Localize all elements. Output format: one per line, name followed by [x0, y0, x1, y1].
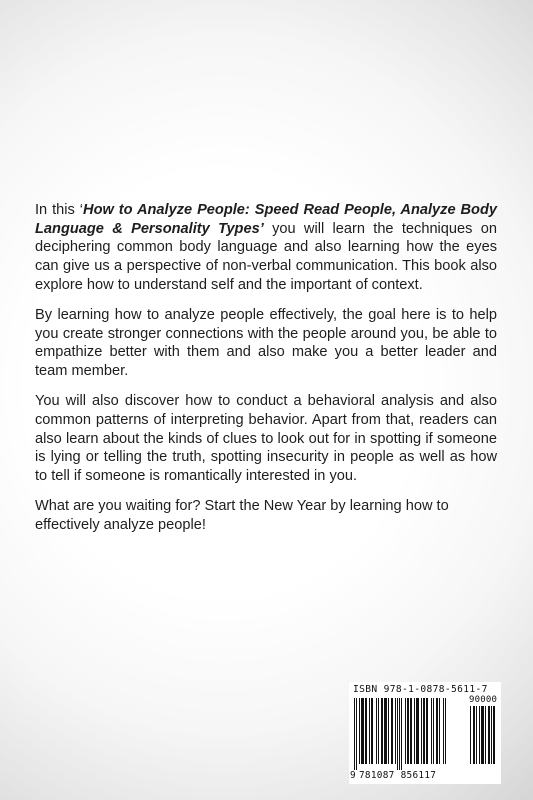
barcode-bar	[405, 698, 406, 764]
addon-barcode-bars	[470, 706, 498, 770]
barcode-bar	[416, 698, 419, 764]
blurb-paragraph-3: You will also discover how to conduct a behavioral analysis and also common patterns of interpreting behavior. Apart from that, readers can also learn about the kinds of clues to look out for in spotting if someone is lying or telling the truth, spotting insecurity in people as well as how to tell if someone is romantically interested in you.	[35, 393, 497, 485]
barcode-bar	[381, 698, 383, 764]
ean-barcode-bars	[354, 698, 466, 770]
barcode-bar	[423, 698, 425, 764]
ean-first-digit: 9	[350, 770, 356, 781]
cover-blurb	[35, 201, 497, 546]
barcode-bar	[476, 706, 477, 764]
barcode-bar	[388, 698, 389, 764]
barcode-bar	[365, 698, 367, 764]
isbn-label: ISBN 978-1-0878-5611-7	[353, 684, 488, 695]
barcode-bar	[399, 698, 400, 770]
barcode-bar	[443, 698, 444, 764]
blurb-intro-text: In this ‘	[35, 202, 84, 218]
barcode-bar	[391, 698, 393, 764]
ean-digits	[350, 770, 470, 781]
barcode-bar	[426, 698, 428, 764]
barcode-bar	[436, 698, 438, 764]
barcode-bar	[371, 698, 373, 764]
barcode-bar	[384, 698, 387, 764]
ean-remaining-digits: 781087 856117	[358, 770, 437, 781]
blurb-paragraph-2: By learning how to analyze people effectively, the goal here is to help you create stronger connections with the people around you, be able to empathize better with them and also make you a better leader and team member.	[35, 307, 497, 380]
barcode-bar	[493, 706, 495, 764]
barcode-bar	[439, 698, 440, 764]
barcode-bar	[479, 706, 480, 764]
barcode-bar	[376, 698, 377, 764]
price-addon-digits: 90000	[469, 695, 498, 705]
barcode-bar	[488, 706, 490, 764]
barcode-bar	[431, 698, 432, 764]
barcode-bar	[359, 698, 360, 764]
barcode-bar	[491, 706, 492, 764]
barcode-bar	[410, 698, 412, 764]
barcode-bar	[354, 698, 355, 770]
blurb-paragraph-1	[35, 201, 497, 295]
barcode-bar	[361, 698, 364, 764]
barcode-bar	[433, 698, 434, 764]
barcode-bar	[407, 698, 409, 764]
barcode-bar	[397, 698, 398, 770]
barcode-bar	[356, 698, 357, 770]
barcode-bar	[369, 698, 370, 764]
barcode-bar	[378, 698, 379, 764]
barcode-bar	[481, 706, 484, 764]
barcode-bar	[401, 698, 402, 770]
barcode-bar	[473, 706, 475, 764]
barcode-bar	[395, 698, 396, 764]
book-title-quote: How to Analyze People: Speed Read People, Analyze Body Language & Personality Types’	[35, 202, 498, 237]
barcode-bar	[445, 698, 446, 764]
barcode-bar	[470, 706, 471, 764]
blurb-paragraph-4: What are you waiting for? Start the New Year by learning how to effectively analyze people!	[35, 498, 449, 534]
barcode-bar	[421, 698, 422, 764]
barcode-bar	[414, 698, 415, 764]
isbn-barcode	[349, 682, 501, 784]
blurb-paragraph-1-text: you will learn the techniques on deciphering common body language and also learning how the eyes can give us a perspective of non-verbal communication. This book also explore how to understand self and the important of context.	[35, 220, 497, 293]
barcode-bar	[485, 706, 486, 764]
